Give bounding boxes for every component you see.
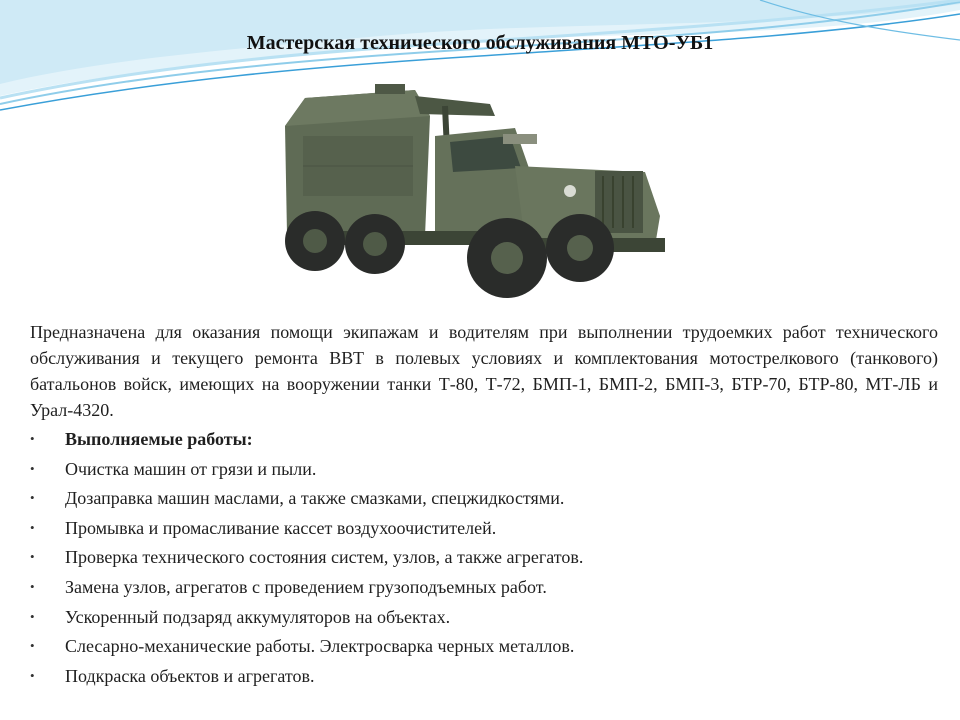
- list-item: • Промывка и промасливание кассет воздухоочистителей.: [30, 515, 930, 545]
- list-item: • Дозаправка машин маслами, а также смазками, спецжидкостями.: [30, 485, 930, 515]
- works-list: [30, 426, 930, 692]
- bullet-icon: •: [30, 549, 35, 565]
- bullet-icon: •: [30, 667, 35, 683]
- list-item: • Подкраска объектов и агрегатов.: [30, 663, 930, 693]
- list-item: • Ускоренный подзаряд аккумуляторов на объектах.: [30, 604, 930, 634]
- slide-title: Мастерская технического обслуживания МТО-УБ1: [246, 32, 714, 54]
- bullet-icon: •: [30, 490, 35, 506]
- list-item: • Очистка машин от грязи и пыли.: [30, 456, 930, 486]
- bullet-icon: •: [30, 578, 35, 594]
- bullet-icon: •: [30, 519, 35, 535]
- bullet-icon: •: [30, 431, 35, 446]
- list-item: • Слесарно-механические работы. Электросварка черных металлов.: [30, 633, 930, 663]
- truck-image: [275, 76, 685, 304]
- description-paragraph: Предназначена для оказания помощи экипажам и водителям при выполнении трудоемких работ технического обслуживания и текущего ремонта ВВТ в полевых условиях и комплектования мотострелкового (танкового) батальонов войск, имеющих на вооружении танки Т-80, Т-72, БМП-1, БМП-2, БМП-3, БТР-70, БТР-80, МТ-ЛБ и Урал-4320.: [30, 322, 938, 420]
- bullet-icon: •: [30, 608, 35, 624]
- list-item: • Проверка технического состояния систем, узлов, а также агрегатов.: [30, 544, 930, 574]
- list-item: • Выполняемые работы:: [30, 426, 930, 456]
- bullet-icon: •: [30, 460, 35, 476]
- list-item: • Замена узлов, агрегатов с проведением грузоподъемных работ.: [30, 574, 930, 604]
- bullet-icon: •: [30, 638, 35, 654]
